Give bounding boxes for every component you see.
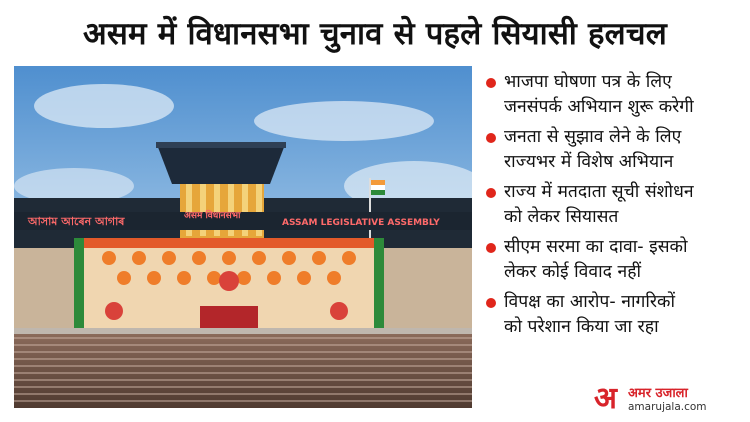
point-line: जनसंपर्क अभियान शुरू करेगी [504, 97, 694, 117]
bullet-dot-icon [486, 298, 496, 308]
sign-center-text: असम विधानसभा [184, 211, 241, 221]
brand-url: amarujala.com [628, 401, 707, 413]
list-item [484, 125, 746, 175]
point-line: राज्यभर में विशेष अभियान [504, 152, 674, 172]
headline: असम में विधानसभा चुनाव से पहले सियासी हलचल [83, 16, 667, 52]
bullet-dot-icon [486, 188, 496, 198]
list-item [484, 70, 746, 120]
list-item [484, 180, 746, 230]
sign-right-text: ASSAM LEGISLATIVE ASSEMBLY [282, 218, 440, 228]
bullet-dot-icon [486, 78, 496, 88]
point-line: राज्य में मतदाता सूची संशोधन [504, 182, 694, 202]
key-points-list [484, 70, 746, 345]
list-item [484, 290, 746, 340]
brand-mark-icon: अ [594, 381, 617, 416]
point-line: विपक्ष का आरोप- नागरिकों [504, 292, 675, 312]
point-line: जनता से सुझाव लेने के लिए [504, 127, 682, 147]
point-line: लेकर कोई विवाद नहीं [504, 262, 642, 282]
bullet-dot-icon [486, 133, 496, 143]
point-line: सीएम सरमा का दावा- इसको [504, 237, 688, 257]
bullet-dot-icon [486, 243, 496, 253]
assembly-building-illustration [14, 66, 472, 408]
sign-left-text: আসাম আৰেন আগাৰ [28, 215, 125, 228]
assembly-building-photo [14, 66, 472, 408]
list-item [484, 235, 746, 285]
brand-name: अमर उजाला [628, 386, 688, 401]
point-line: को परेशान किया जा रहा [504, 317, 659, 337]
point-line: को लेकर सियासत [504, 207, 619, 227]
point-line: भाजपा घोषणा पत्र के लिए [504, 72, 672, 92]
amar-ujala-logo [594, 381, 744, 416]
